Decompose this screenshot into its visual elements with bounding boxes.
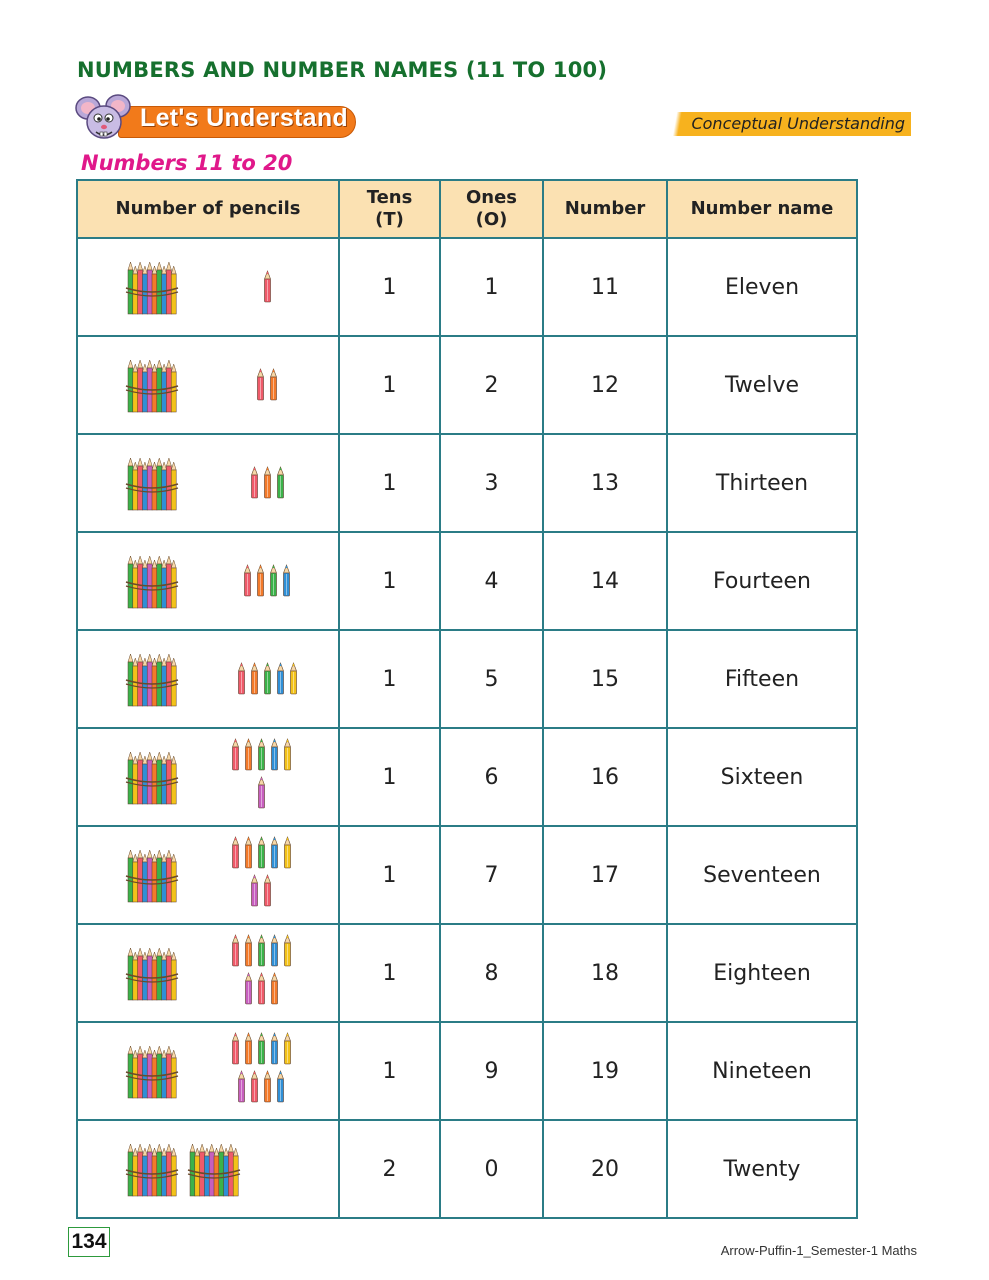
pencil-bundle-icon xyxy=(124,848,180,906)
ones-cell: 7 xyxy=(440,826,543,924)
tens-cell: 2 xyxy=(339,1120,440,1218)
table-row xyxy=(77,336,857,434)
pencil-icon xyxy=(255,564,266,598)
number-cell: 16 xyxy=(543,728,667,826)
pencil-icon xyxy=(256,776,267,810)
pencil-bundle xyxy=(124,260,180,324)
number-cell: 12 xyxy=(543,336,667,434)
tens-cell: 1 xyxy=(339,826,440,924)
pencil-bundle-icon xyxy=(124,358,180,416)
table-row xyxy=(77,1022,857,1120)
loose-pencil xyxy=(255,368,266,408)
pencil-icon xyxy=(262,270,273,304)
loose-pencil xyxy=(230,836,241,876)
number-name-cell: Nineteen xyxy=(667,1022,857,1120)
pencil-icon xyxy=(242,564,253,598)
number-name-cell: Eleven xyxy=(667,238,857,336)
pencil-icon xyxy=(268,368,279,402)
number-name-cell: Eighteen xyxy=(667,924,857,1022)
pencil-bundle-icon xyxy=(186,1142,242,1200)
page-title: NUMBERS AND NUMBER NAMES (11 TO 100) xyxy=(77,58,608,82)
pencil-icon xyxy=(249,1070,260,1104)
loose-pencil xyxy=(230,1032,241,1072)
number-cell: 17 xyxy=(543,826,667,924)
loose-pencil xyxy=(236,662,247,702)
tens-cell: 1 xyxy=(339,336,440,434)
pencil-icon xyxy=(282,934,293,968)
footer-book-title: Arrow-Puffin-1_Semester-1 Maths xyxy=(720,1243,917,1258)
pencil-icon xyxy=(243,972,254,1006)
loose-pencil xyxy=(249,1070,260,1110)
loose-pencil xyxy=(256,972,267,1012)
header-tens-label: Tens xyxy=(366,187,413,208)
loose-pencil xyxy=(262,662,273,702)
pencil-icon xyxy=(262,1070,273,1104)
pencil-icon xyxy=(282,738,293,772)
table-row xyxy=(77,532,857,630)
number-name-cell: Twenty xyxy=(667,1120,857,1218)
ones-cell: 6 xyxy=(440,728,543,826)
mouse-mascot-icon xyxy=(74,92,134,144)
pencil-icon xyxy=(243,1032,254,1066)
loose-pencil xyxy=(230,934,241,974)
pencil-icon xyxy=(249,874,260,908)
pencil-icon xyxy=(256,972,267,1006)
loose-pencil xyxy=(275,1070,286,1110)
pencil-bundle xyxy=(124,652,180,716)
pencil-icon xyxy=(243,738,254,772)
header-number: Number xyxy=(543,180,667,238)
number-cell: 11 xyxy=(543,238,667,336)
loose-pencil xyxy=(256,776,267,816)
pencil-icon xyxy=(256,836,267,870)
loose-pencil xyxy=(249,874,260,914)
numbers-table xyxy=(76,179,858,1219)
ones-cell: 8 xyxy=(440,924,543,1022)
pencil-icon xyxy=(236,662,247,696)
lets-understand-banner xyxy=(74,92,364,144)
loose-pencil xyxy=(282,738,293,778)
number-cell: 20 xyxy=(543,1120,667,1218)
loose-pencil xyxy=(269,836,280,876)
pencil-bundle-icon xyxy=(124,652,180,710)
pencil-icon xyxy=(282,1032,293,1066)
number-cell: 15 xyxy=(543,630,667,728)
header-pencils: Number of pencils xyxy=(77,180,339,238)
loose-pencil xyxy=(256,836,267,876)
loose-pencil xyxy=(256,738,267,778)
pencil-icon xyxy=(230,1032,241,1066)
page-number: 134 xyxy=(68,1227,110,1257)
table-row xyxy=(77,434,857,532)
pencil-icon xyxy=(236,1070,247,1104)
tens-cell: 1 xyxy=(339,1022,440,1120)
loose-pencil xyxy=(243,738,254,778)
pencil-icon xyxy=(275,1070,286,1104)
table-header-row xyxy=(77,180,857,238)
pencil-icon xyxy=(255,368,266,402)
table-row xyxy=(77,924,857,1022)
loose-pencil xyxy=(269,1032,280,1072)
pencil-bundle-icon xyxy=(124,750,180,808)
pencil-illustration-cell xyxy=(77,532,339,630)
loose-pencil xyxy=(262,1070,273,1110)
pencil-bundle xyxy=(124,946,180,1010)
loose-pencil xyxy=(269,738,280,778)
loose-pencil xyxy=(275,466,286,506)
pencil-icon xyxy=(262,662,273,696)
pencil-icon xyxy=(269,934,280,968)
header-number-name: Number name xyxy=(667,180,857,238)
pencil-icon xyxy=(269,738,280,772)
pencil-icon xyxy=(230,934,241,968)
loose-pencil xyxy=(269,972,280,1012)
number-cell: 19 xyxy=(543,1022,667,1120)
pencil-bundle xyxy=(124,358,180,422)
pencil-icon xyxy=(256,934,267,968)
pencil-icon xyxy=(262,874,273,908)
loose-pencil xyxy=(255,564,266,604)
ones-cell: 5 xyxy=(440,630,543,728)
table-row xyxy=(77,728,857,826)
number-cell: 18 xyxy=(543,924,667,1022)
header-tens-abbr: (T) xyxy=(375,209,404,230)
ones-cell: 2 xyxy=(440,336,543,434)
pencil-icon xyxy=(249,662,260,696)
pencil-icon xyxy=(243,934,254,968)
conceptual-understanding-tag: Conceptual Understanding xyxy=(667,112,911,136)
table-row xyxy=(77,1120,857,1218)
table-body xyxy=(77,238,857,1218)
ones-cell: 0 xyxy=(440,1120,543,1218)
tens-cell: 1 xyxy=(339,728,440,826)
header-ones-label: Ones xyxy=(465,187,518,208)
pencil-bundle xyxy=(124,1044,180,1108)
number-name-cell: Fifteen xyxy=(667,630,857,728)
pencil-bundle-icon xyxy=(124,456,180,514)
number-name-cell: Twelve xyxy=(667,336,857,434)
loose-pencil xyxy=(269,934,280,974)
pencil-icon xyxy=(256,1032,267,1066)
pencil-icon xyxy=(269,836,280,870)
loose-pencil xyxy=(268,564,279,604)
pencil-icon xyxy=(269,972,280,1006)
pencil-icon xyxy=(256,738,267,772)
tens-cell: 1 xyxy=(339,924,440,1022)
pencil-icon xyxy=(230,836,241,870)
ones-cell: 4 xyxy=(440,532,543,630)
number-cell: 13 xyxy=(543,434,667,532)
pencil-icon xyxy=(288,662,299,696)
pencil-bundle-icon xyxy=(124,260,180,318)
ones-cell: 3 xyxy=(440,434,543,532)
loose-pencil xyxy=(256,934,267,974)
pencil-bundle xyxy=(186,1142,242,1206)
pencil-illustration-cell xyxy=(77,238,339,336)
tens-cell: 1 xyxy=(339,434,440,532)
pencil-bundle xyxy=(124,1142,180,1206)
banner-label: Let's Understand xyxy=(140,104,348,132)
pencil-icon xyxy=(230,738,241,772)
loose-pencil xyxy=(268,368,279,408)
loose-pencil xyxy=(242,564,253,604)
loose-pencil xyxy=(282,1032,293,1072)
pencil-icon xyxy=(243,836,254,870)
pencil-bundle-icon xyxy=(124,554,180,612)
loose-pencil xyxy=(249,466,260,506)
number-name-cell: Sixteen xyxy=(667,728,857,826)
pencil-illustration-cell xyxy=(77,434,339,532)
pencil-icon xyxy=(281,564,292,598)
loose-pencil xyxy=(243,972,254,1012)
table-row xyxy=(77,238,857,336)
pencil-bundle-icon xyxy=(124,1044,180,1102)
pencil-illustration-cell xyxy=(77,1120,339,1218)
tens-cell: 1 xyxy=(339,630,440,728)
loose-pencil xyxy=(236,1070,247,1110)
number-name-cell: Thirteen xyxy=(667,434,857,532)
pencil-icon xyxy=(262,466,273,500)
pencil-illustration-cell xyxy=(77,924,339,1022)
pencil-illustration-cell xyxy=(77,630,339,728)
number-name-cell: Seventeen xyxy=(667,826,857,924)
pencil-illustration-cell xyxy=(77,826,339,924)
loose-pencil xyxy=(262,874,273,914)
loose-pencil xyxy=(262,270,273,310)
loose-pencil xyxy=(275,662,286,702)
tens-cell: 1 xyxy=(339,532,440,630)
loose-pencil xyxy=(288,662,299,702)
pencil-icon xyxy=(275,466,286,500)
pencil-icon xyxy=(268,564,279,598)
pencil-illustration-cell xyxy=(77,336,339,434)
pencil-bundle xyxy=(124,848,180,912)
section-title: Numbers 11 to 20 xyxy=(81,151,293,175)
pencil-bundle xyxy=(124,456,180,520)
header-ones xyxy=(440,180,543,238)
loose-pencil xyxy=(243,934,254,974)
pencil-bundle-icon xyxy=(124,1142,180,1200)
pencil-icon xyxy=(282,836,293,870)
table-row xyxy=(77,826,857,924)
loose-pencil xyxy=(243,1032,254,1072)
number-cell: 14 xyxy=(543,532,667,630)
pencil-icon xyxy=(275,662,286,696)
pencil-illustration-cell xyxy=(77,728,339,826)
pencil-icon xyxy=(269,1032,280,1066)
ones-cell: 9 xyxy=(440,1022,543,1120)
tens-cell: 1 xyxy=(339,238,440,336)
loose-pencil xyxy=(282,934,293,974)
header-ones-abbr: (O) xyxy=(475,209,508,230)
pencil-icon xyxy=(249,466,260,500)
loose-pencil xyxy=(243,836,254,876)
pencil-bundle xyxy=(124,554,180,618)
loose-pencil xyxy=(256,1032,267,1072)
loose-pencil xyxy=(249,662,260,702)
loose-pencil xyxy=(262,466,273,506)
ones-cell: 1 xyxy=(440,238,543,336)
loose-pencil xyxy=(282,836,293,876)
number-name-cell: Fourteen xyxy=(667,532,857,630)
pencil-bundle-icon xyxy=(124,946,180,1004)
loose-pencil xyxy=(230,738,241,778)
pencil-illustration-cell xyxy=(77,1022,339,1120)
pencil-bundle xyxy=(124,750,180,814)
table-row xyxy=(77,630,857,728)
header-tens xyxy=(339,180,440,238)
loose-pencil xyxy=(281,564,292,604)
